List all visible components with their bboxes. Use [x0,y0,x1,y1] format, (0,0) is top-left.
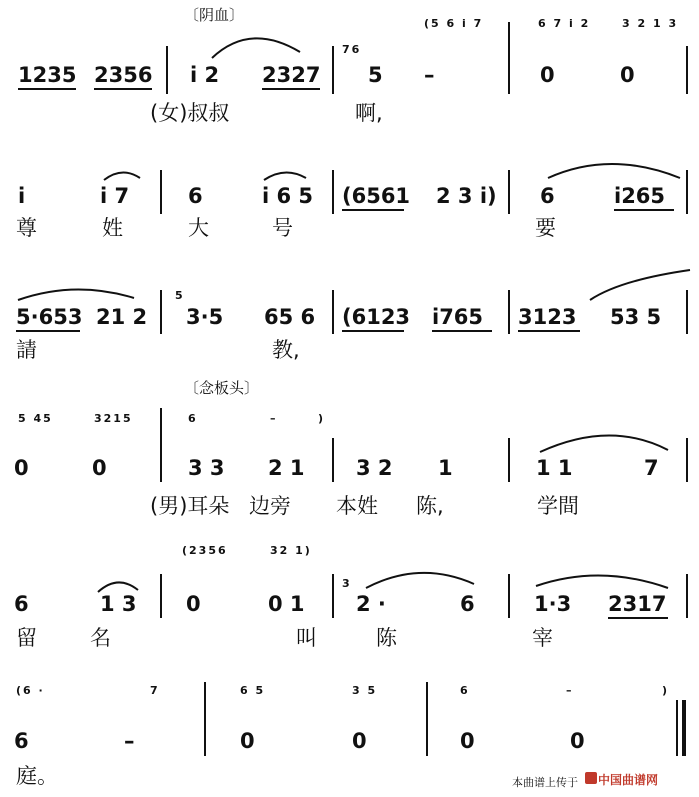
note: 0 [570,729,585,753]
lyric: 教, [272,338,300,362]
inst-note: 6 [460,684,470,697]
mark-nianbantou: 〔念板头〕 [184,379,260,397]
note: 1·3 [534,592,572,616]
note: 1235 [18,63,77,87]
inst-note: 3215 [94,412,133,425]
grace-note: 76 [342,43,362,56]
inst-note: 32 1) [270,544,312,557]
note: 53 5 [610,305,662,329]
lyric: (女)叔叔 [150,101,230,125]
note: i 6 5 [262,184,314,208]
inst-note: (2356 [182,544,228,557]
note: 0 [540,63,555,87]
lyric: 名 [90,626,111,650]
note: 3123 [518,305,577,329]
lyric: 宰 [532,626,553,650]
note: 0 [186,592,201,616]
note: 2 3 i) [436,184,497,208]
inst-note: 6 7 i 2 [538,17,591,30]
dash: – [424,63,435,87]
note: i265 [614,184,666,208]
grace-note: 3 [342,577,352,590]
note: 6 [540,184,555,208]
inst-note: – [270,412,278,425]
note: 6 [460,592,475,616]
note: 0 [240,729,255,753]
note: 2 · [356,592,386,616]
note: i765 [432,305,484,329]
note: (6561 [342,184,411,208]
note: (6123 [342,305,411,329]
lyric: 本姓 [336,494,378,518]
note: 6 [14,592,29,616]
lyric: 尊 [16,216,37,240]
note: 2327 [262,63,321,87]
inst-note: 5 45 [18,412,53,425]
note: i [18,184,26,208]
lyric: 庭。 [16,764,58,788]
inst-note: ) [662,684,670,697]
note: 2317 [608,592,667,616]
inst-note: 3 5 [352,684,378,697]
note: 65 6 [264,305,316,329]
note: 1 [438,456,453,480]
site-logo[interactable]: 中国曲谱网 [598,773,659,787]
note: 0 [620,63,635,87]
note: 2356 [94,63,153,87]
note: 1 3 [100,592,137,616]
lyric: 要 [535,216,556,240]
note: 21 2 [96,305,148,329]
note: 0 [352,729,367,753]
inst-note: ) [318,412,326,425]
inst-note: 6 5 [240,684,266,697]
note: 5 [368,63,383,87]
lyric: 請 [16,338,37,362]
inst-note: 7 [150,684,160,697]
lyric: 啊, [355,101,383,125]
lyric: 陈, [416,494,444,518]
note: 0 1 [268,592,305,616]
lyric: 留 [16,626,37,650]
inst-note: (6 · [16,684,45,697]
grace-note: 5 [175,289,185,302]
note: 1 1 [536,456,573,480]
lyric: 大 [188,216,209,240]
lyric: 姓 [102,216,123,240]
lyric: 陈 [376,626,397,650]
note: 0 [92,456,107,480]
note: 3 2 [356,456,393,480]
lyric: 叫 [296,626,317,650]
note: i 7 [100,184,130,208]
note: 6 [14,729,29,753]
footer-text: 本曲谱上传于 [512,776,578,789]
lyric: 号 [272,216,293,240]
note: i 2 [190,63,220,87]
note: 2 1 [268,456,305,480]
logo-icon [585,772,597,784]
inst-note: – [566,684,574,697]
note: 0 [460,729,475,753]
inst-note: (5 6 i 7 [424,17,484,30]
lyric: 边旁 [249,494,291,518]
note: 7 [644,456,659,480]
note: 3·5 [186,305,224,329]
note: 6 [188,184,203,208]
inst-note: 3 2 1 3 [622,17,679,30]
lyric: (男)耳朵 [150,494,230,518]
inst-note: 6 [188,412,198,425]
dash: – [124,729,135,753]
note: 5·653 [16,305,83,329]
note: 3 3 [188,456,225,480]
note: 0 [14,456,29,480]
mark-yinxue: 〔阴血〕 [184,6,245,24]
lyric: 学間 [537,494,579,518]
